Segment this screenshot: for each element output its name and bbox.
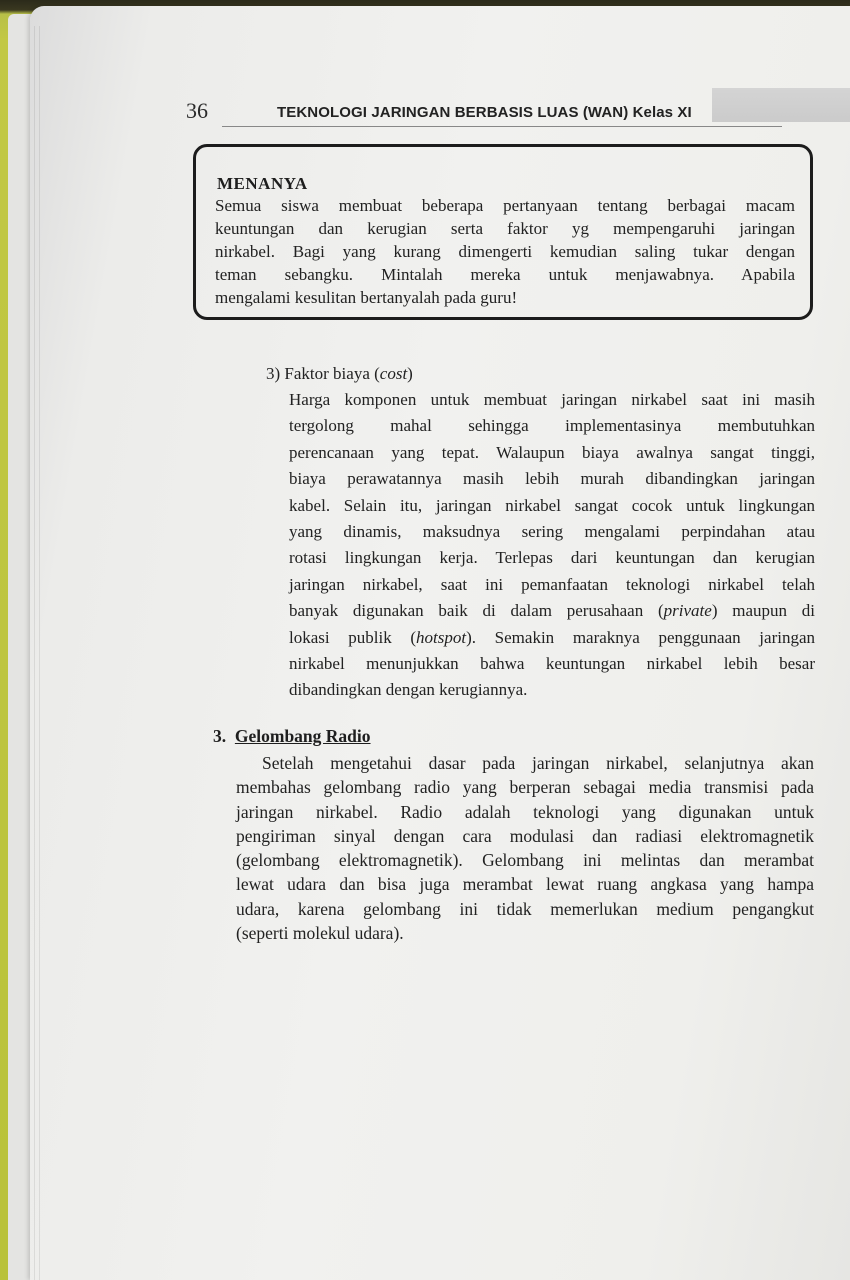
item-line: perencanaan yang tepat. Walaupun biaya awalnya sangat tinggi, (289, 442, 815, 462)
line-part: ) maupun di (711, 601, 815, 621)
menanya-text (215, 194, 795, 309)
section-line: Setelah mengetahui dasar pada jaringan nirkabel, selanjutnya akan (262, 753, 814, 773)
item-line: dibandingkan dengan kerugiannya. (289, 680, 528, 700)
section-line: lewat udara dan bisa juga merambat lewat ruang angkasa yang hampa (236, 874, 814, 895)
section-line: membahas gelombang radio yang berperan sebagai media transmisi pada (236, 777, 814, 798)
item-line: tergolong mahal sehingga implementasinya membutuhkan (289, 416, 815, 436)
item-title-end: ) (407, 364, 413, 383)
item-line: nirkabel menunjukkan bahwa keuntungan nirkabel lebih besar (289, 654, 815, 674)
item-title-italic: cost (379, 364, 408, 383)
section-title: Gelombang Radio (234, 726, 371, 746)
item-line: yang dinamis, maksudnya sering mengalami perpindahan atau (289, 522, 815, 542)
item-line (289, 625, 815, 651)
section-3-body (236, 751, 814, 945)
item-line: Harga komponen untuk membuat jaringan nirkabel saat ini masih (289, 390, 815, 409)
line-italic: private (663, 601, 712, 621)
running-head: TEKNOLOGI JARINGAN BERBASIS LUAS (WAN) Kelas XI (277, 104, 692, 121)
section-line: udara, karena gelombang ini tidak memerlukan medium pengangkut (236, 898, 814, 919)
page-edge-line (34, 26, 35, 1280)
item-line (289, 598, 815, 624)
item-line: biaya perawatannya masih lebih murah dibandingkan jaringan (289, 469, 815, 489)
header-tab-shade (712, 88, 850, 122)
item-line: jaringan nirkabel, saat ini pemanfaatan teknologi nirkabel telah (289, 574, 815, 594)
line-part: ). Semakin maraknya penggunaan jaringan (466, 627, 816, 647)
menanya-title: MENANYA (217, 174, 308, 193)
box-line: teman sebangku. Mintalah mereka untuk menjawabnya. Apabila (215, 265, 795, 284)
box-line: nirkabel. Bagi yang kurang dimengerti kemudian saling tukar dengan (215, 242, 795, 261)
box-line: keuntungan dan kerugian serta faktor yg mempengaruhi jaringan (215, 219, 795, 238)
header-rule (222, 126, 782, 127)
line-part: banyak digunakan baik di dalam perusahaan ( (289, 601, 664, 621)
item-title-text: Faktor biaya ( (284, 364, 380, 383)
item-3-body (289, 387, 815, 704)
section-line: pengiriman sinyal dengan cara modulasi dan radiasi elektromagnetik (236, 825, 814, 846)
item-line: kabel. Selain itu, jaringan nirkabel sangat cocok untuk lingkungan (289, 495, 815, 515)
section-line: (seperti molekul udara). (236, 923, 404, 944)
section-number: 3. (213, 726, 227, 746)
item-line: rotasi lingkungan kerja. Terlepas dari keuntungan dan kerugian (289, 548, 815, 568)
section-line: jaringan nirkabel. Radio adalah teknologi yang digunakan untuk (236, 801, 814, 822)
item-3-heading (266, 364, 413, 384)
page-number: 36 (186, 98, 208, 123)
box-line: Semua siswa membuat beberapa pertanyaan tentang berbagai macam (215, 196, 795, 215)
line-part: lokasi publik ( (289, 627, 417, 647)
line-italic: hotspot (416, 627, 467, 647)
section-3-heading (213, 726, 371, 747)
box-line: mengalami kesulitan bertanyalah pada guru! (215, 288, 518, 307)
page-edge-line (39, 26, 40, 1280)
section-line: (gelombang elektromagnetik). Gelombang ini melintas dan merambat (236, 850, 814, 871)
item-number: 3) (266, 364, 281, 383)
